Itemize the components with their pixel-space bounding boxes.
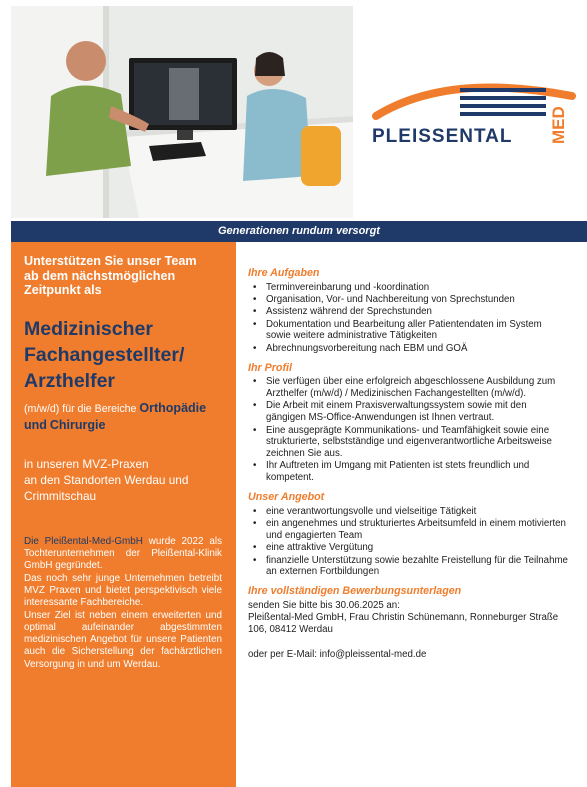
list-item: • eine verantwortungsvolle und vielseitige Tätigkeit bbox=[266, 506, 568, 518]
job-subtitle bbox=[24, 400, 222, 434]
company-name: Die Pleißental-Med-GmbH bbox=[24, 535, 143, 547]
list-item: • Organisation, Vor- und Nachbereitung von Sprechstunden bbox=[266, 294, 568, 306]
location-line: Crimmitschau bbox=[24, 488, 97, 503]
lead-line: Zeitpunkt als bbox=[24, 283, 102, 298]
slogan-banner: Generationen rundum versorgt bbox=[11, 221, 587, 242]
section-title-angebot: Unser Angebot bbox=[248, 491, 325, 504]
list-item: • Eine ausgeprägte Kommunikations- und Teamfähigkeit sowie eine strukturierte, selbstständige und eigenverantwortliche Arbeitsweise zeichnen Sie aus. bbox=[266, 425, 568, 460]
pleissental-med-logo bbox=[368, 78, 580, 158]
description-text: wurde 2022 als Tochterunternehmen der Pleißental-Klinik GmbH gegründet. bbox=[24, 535, 223, 572]
subtitle-and: und bbox=[24, 417, 47, 432]
left-column bbox=[11, 242, 236, 787]
list-item: • finanzielle Unterstützung sowie bezahlte Freistellung für die Teilnahme an externen Fortbildungen bbox=[266, 555, 568, 579]
aufgaben-list bbox=[248, 282, 568, 355]
bewerbung-address: Pleißental-Med GmbH, Frau Christin Schünemann, Ronneburger Straße 106, 08412 Werdau bbox=[248, 611, 559, 635]
list-item: • Ihr Auftreten im Umgang mit Patienten ist stets freundlich und kompetent. bbox=[266, 460, 568, 484]
location-text bbox=[24, 456, 222, 504]
section-title-aufgaben: Ihre Aufgaben bbox=[248, 267, 320, 279]
bewerbung-email[interactable]: oder per E-Mail: info@pleissental-med.de bbox=[248, 649, 427, 661]
subtitle-prefix: (m/w/d) für die Bereiche bbox=[24, 402, 137, 415]
bewerbung-deadline: senden Sie bitte bis 30.06.2025 an: bbox=[248, 599, 400, 611]
location-line: in unseren MVZ-Praxen bbox=[24, 456, 149, 471]
logo-text-med: MED bbox=[549, 106, 568, 144]
description-paragraph: Unser Ziel ist neben einem erweiterten und optimal aufeinander abgestimmten medizinischen Angebot für unsere Patienten auch die Sicherstellung der fachärztlichen Versorgung in und um Werdau. bbox=[24, 609, 222, 670]
logo-text-pleissental: PLEISSENTAL bbox=[372, 126, 513, 147]
location-line: an den Standorten Werdau und bbox=[24, 472, 189, 487]
subtitle-chirurgie: Chirurgie bbox=[49, 417, 106, 432]
list-item: • eine attraktive Vergütung bbox=[266, 542, 568, 554]
lead-text bbox=[24, 254, 222, 298]
list-item: • Die Arbeit mit einem Praxisverwaltungssystem sowie mit den gängigen MS-Office-Anwendungen ist Ihnen vertraut. bbox=[266, 400, 568, 424]
section-title-bewerbung: Ihre vollständigen Bewerbungsunterlagen bbox=[248, 585, 462, 598]
job-title-line: Arzthelfer bbox=[24, 369, 116, 392]
right-column bbox=[248, 268, 568, 661]
section-title-profil: Ihr Profil bbox=[248, 361, 292, 374]
list-item: • Sie verfügen über eine erfolgreich abgeschlossene Ausbildung zum Arzthelfer (m/w/d) / Medizinischen Fachangestellten (m/w/d). bbox=[266, 376, 568, 400]
job-title bbox=[24, 316, 222, 394]
angebot-list bbox=[248, 506, 568, 578]
list-item: • Dokumentation und Bearbeitung aller Patientendaten im System sowie weitere administrative Tätigkeiten bbox=[266, 319, 568, 343]
description-paragraph bbox=[24, 536, 222, 573]
header-photo bbox=[11, 6, 353, 218]
description-paragraph: Das noch sehr junge Unternehmen betreibt MVZ Praxen und bietet perspektivisch viele interessante Fachbereiche. bbox=[24, 572, 222, 609]
lead-line: Unterstützen Sie unser Team bbox=[24, 254, 197, 268]
list-item: • ein angenehmes und strukturiertes Arbeitsumfeld in einem motivierten und engagierten Team bbox=[266, 518, 568, 542]
subtitle-orthopaedie: Orthopädie bbox=[139, 400, 207, 415]
lead-line: ab dem nächstmöglichen bbox=[24, 268, 176, 283]
list-item: • Abrechnungsvorbereitung nach EBM und GOÄ bbox=[266, 343, 568, 355]
company-description bbox=[24, 536, 222, 671]
logo-graphic bbox=[368, 78, 580, 158]
office-scene-illustration bbox=[11, 6, 353, 218]
profil-list bbox=[248, 376, 568, 484]
job-title-line: Medizinischer bbox=[24, 317, 153, 340]
job-title-line: Fachangestellter/ bbox=[24, 343, 185, 366]
list-item: • Terminvereinbarung und -koordination bbox=[266, 282, 568, 294]
list-item: • Assistenz während der Sprechstunden bbox=[266, 306, 568, 318]
